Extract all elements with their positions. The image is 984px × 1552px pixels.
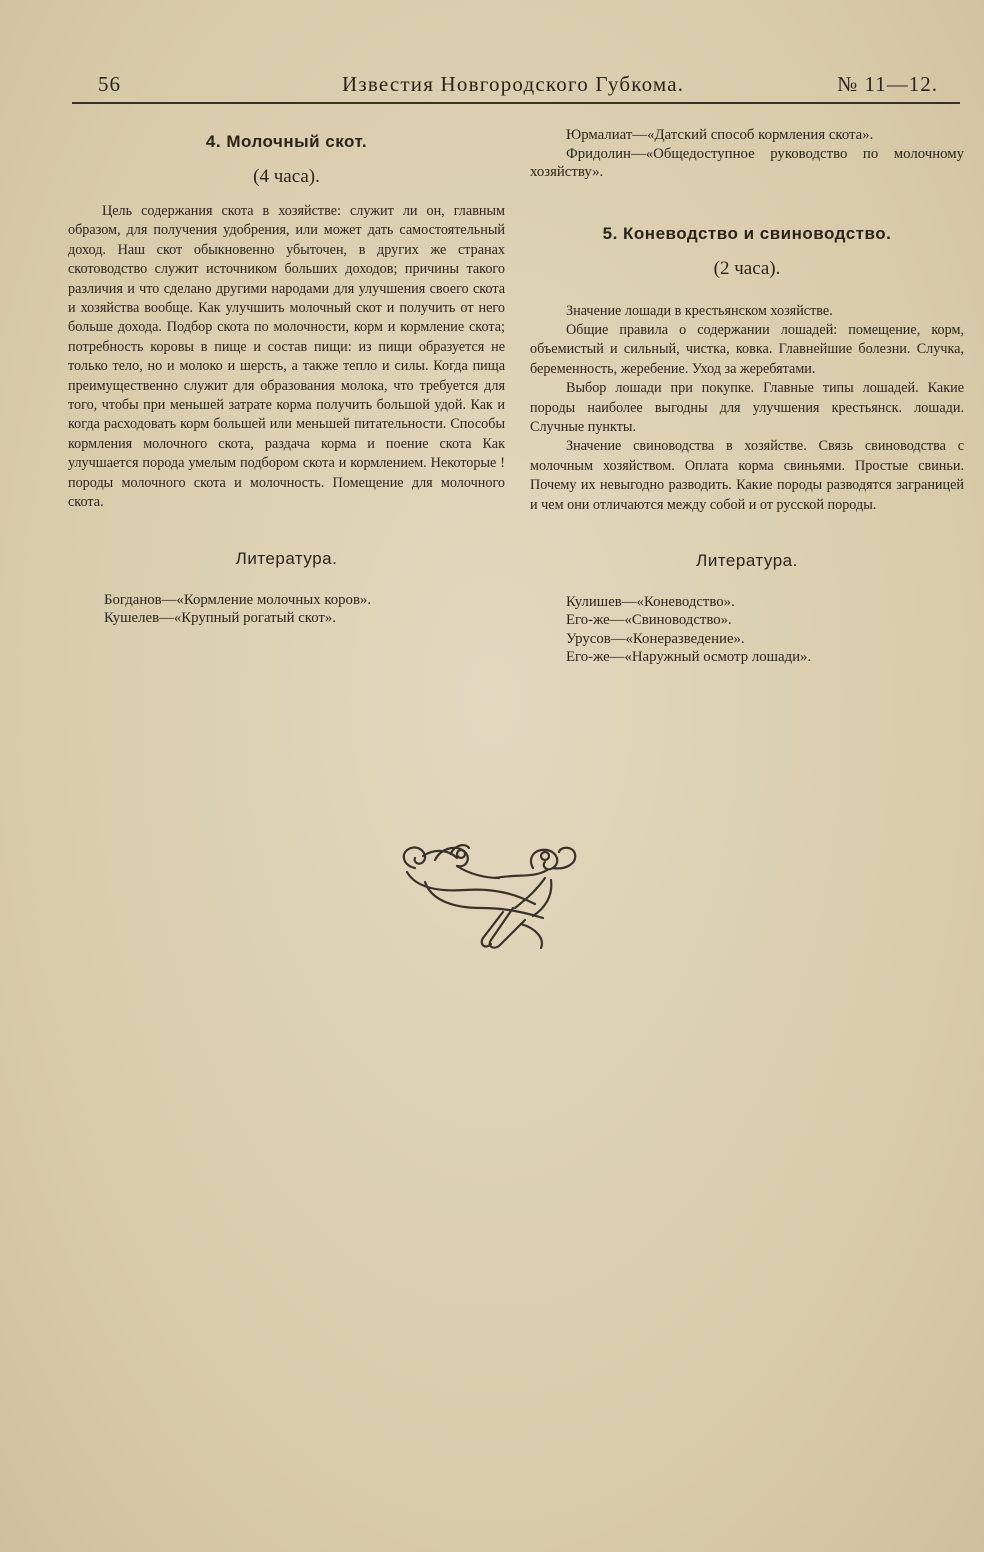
section-5-paragraph: Выбор лошади при покупке. Главные типы лошадей. Какие породы наиболее выгодны для улучшения крестьянск. лошади. Случные пункты. [530,380,964,435]
section-4-title: 4. Молочный скот. [205,132,368,151]
page-number: 56 [98,72,121,96]
literature-item: Его-же—«Свиноводство». [566,612,732,629]
section-5-literature-title: Литература. [696,550,798,570]
page-header [72,66,960,104]
literature-item: Его-же—«Наружный осмотр лошади». [566,649,812,666]
journal-title: Известия Новгородского Губкома. [342,72,685,96]
right-column [530,126,964,667]
left-column [68,126,505,628]
literature-item: Богданов—«Кормление молочных коров». [104,591,372,608]
section-5-paragraph: Значение свиноводства в хозяйстве. Связь свиноводства с молочным хозяйством. Оплата корма свиньями. Простые свиньи. Почему их невыгодно разводить. Какие породы разводятся заграницей и чем они отличаются между собой и от русской породы. [530,438,964,513]
literature-item: Фридолин—«Общедоступное руководство по молочному хозяйству». [530,145,964,180]
floral-ornament-icon [395,838,595,958]
section-5-hours: (2 часа). [713,257,781,279]
section-5-paragraph: Общие правила о содержании лошадей: помещение, корм, объемистый и сильный, чистка, ковка. Главнейшие болезни. Случка, беременность, жеребение. Уход за жеребятами. [530,321,964,377]
continued-literature-list [530,126,964,182]
literature-item: Урусов—«Конеразведение». [566,630,745,647]
section-4-literature-title: Литература. [235,548,338,568]
section-5-literature-list [530,593,964,667]
section-4-body: Цель содержания скота в хозяйстве: служит ли он, главным образом, для получения удобрения, или может дать самостоятельный доход. Наш скот обыкновенно убыточен, в других же странах скотоводство служит источником больших доходов; причины такого различия и что сделано другими народами для улучшения своего скота и хозяйства вообще. Как улучшить молочный скот и получить от него больше дохода. Подбор скота по молочности, корм и кормление скота; потребность коровы в пище и состав пищи: из пищи образуется не только тело, но и молоко и шерсть, а также тепло и силы. Когда пища преимущественно служит для образования молока, что требуется для того, чтобы при меньшей затрате корма получить большой удой. Как и когда расходовать корм большей или меньшей питательности. Способы кормления молочного скота, раздача корма и поение скота Как улучшается порода умелым подбором скота и кормлением. Некоторые !породы молочного скота и молочность. Помещение для молочного скота. [68,203,505,511]
issue-number: № 11—12. [837,72,938,96]
section-5-title: 5. Коневодство и свиноводство. [602,223,892,243]
section-5-paragraph: Значение лошади в крестьянском хозяйстве. [566,302,833,319]
literature-item: Юрмалиат—«Датский способ кормления скота». [566,127,874,143]
literature-item: Кушелев—«Крупный рогатый скот». [104,610,336,626]
section-4-hours: (4 часа). [253,166,320,187]
literature-item: Кулишев—«Коневодство». [566,593,735,610]
section-4-literature-list [68,591,505,628]
